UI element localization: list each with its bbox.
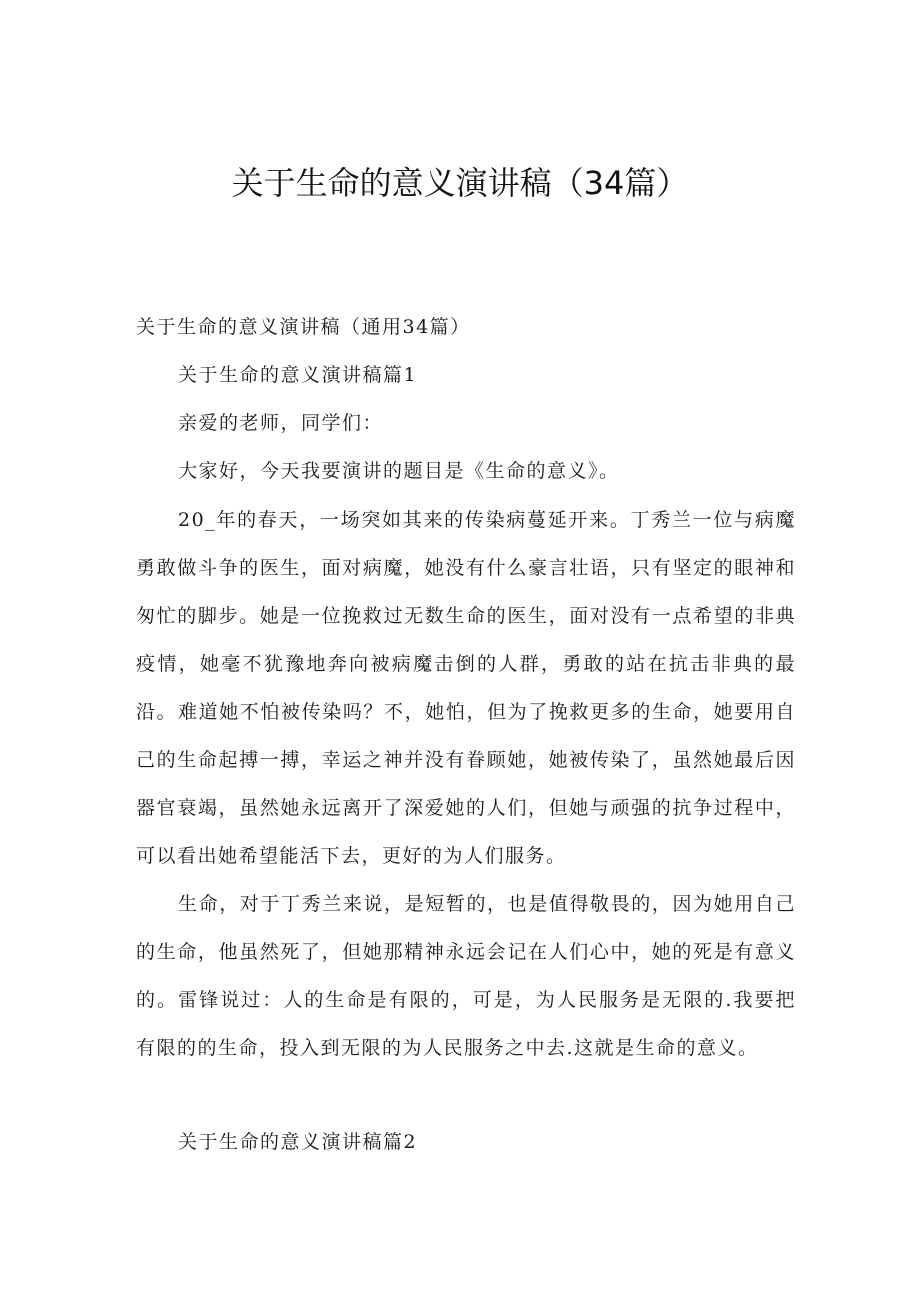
document-subtitle: 关于生命的意义演讲稿（通用34篇） [136,316,471,338]
paragraph-2: 难道她不怕被传染吗？不，她怕，但为了挽救更多的生命，她要用自己的生命起搏一搏，幸运之神并没有眷顾她，她被传染了，虽然她最后因器官衰竭，虽然她永远离开了深爱她的人们，但她与顽强的抗争过程中，可以看出她希望能活下去，更好的为人们服务。 [136,701,796,867]
section-heading-2: 关于生命的意义演讲稿篇2 [178,1131,418,1153]
page-title: 关于生命的意义演讲稿（34篇） [231,164,689,202]
paragraph-3: 生命，对于丁秀兰来说，是短暂的，也是值得敬畏的，因为她用自己的生命，他虽然死了，但她那精神永远会记在人们心中，她的死是有意义的。雷锋说过：人的生命是有限的，可是，为人民服务是无限的.我要把有限的的生命，投入到无限的为人民服务之中去.这就是生命的意义。 [136,893,796,1059]
greeting-line: 亲爱的老师，同学们： [178,412,384,434]
paragraph-1: 20_年的春天，一场突如其来的传染病蔓延开来。丁秀兰一位与病魔勇敢做斗争的医生，面对病魔，她没有什么豪言壮语，只有坚定的眼神和匆忙的脚步。她是一位挽救过无数生命的医生，面对没有一点希望的非典疫情，她毫不犹豫地奔向被病魔击倒的人群，勇敢的站在抗击非典的最沿。 [136,509,796,723]
intro-line: 大家好，今天我要演讲的题目是《生命的意义》。 [178,460,620,482]
section-heading-1: 关于生命的意义演讲稿篇1 [178,364,418,386]
